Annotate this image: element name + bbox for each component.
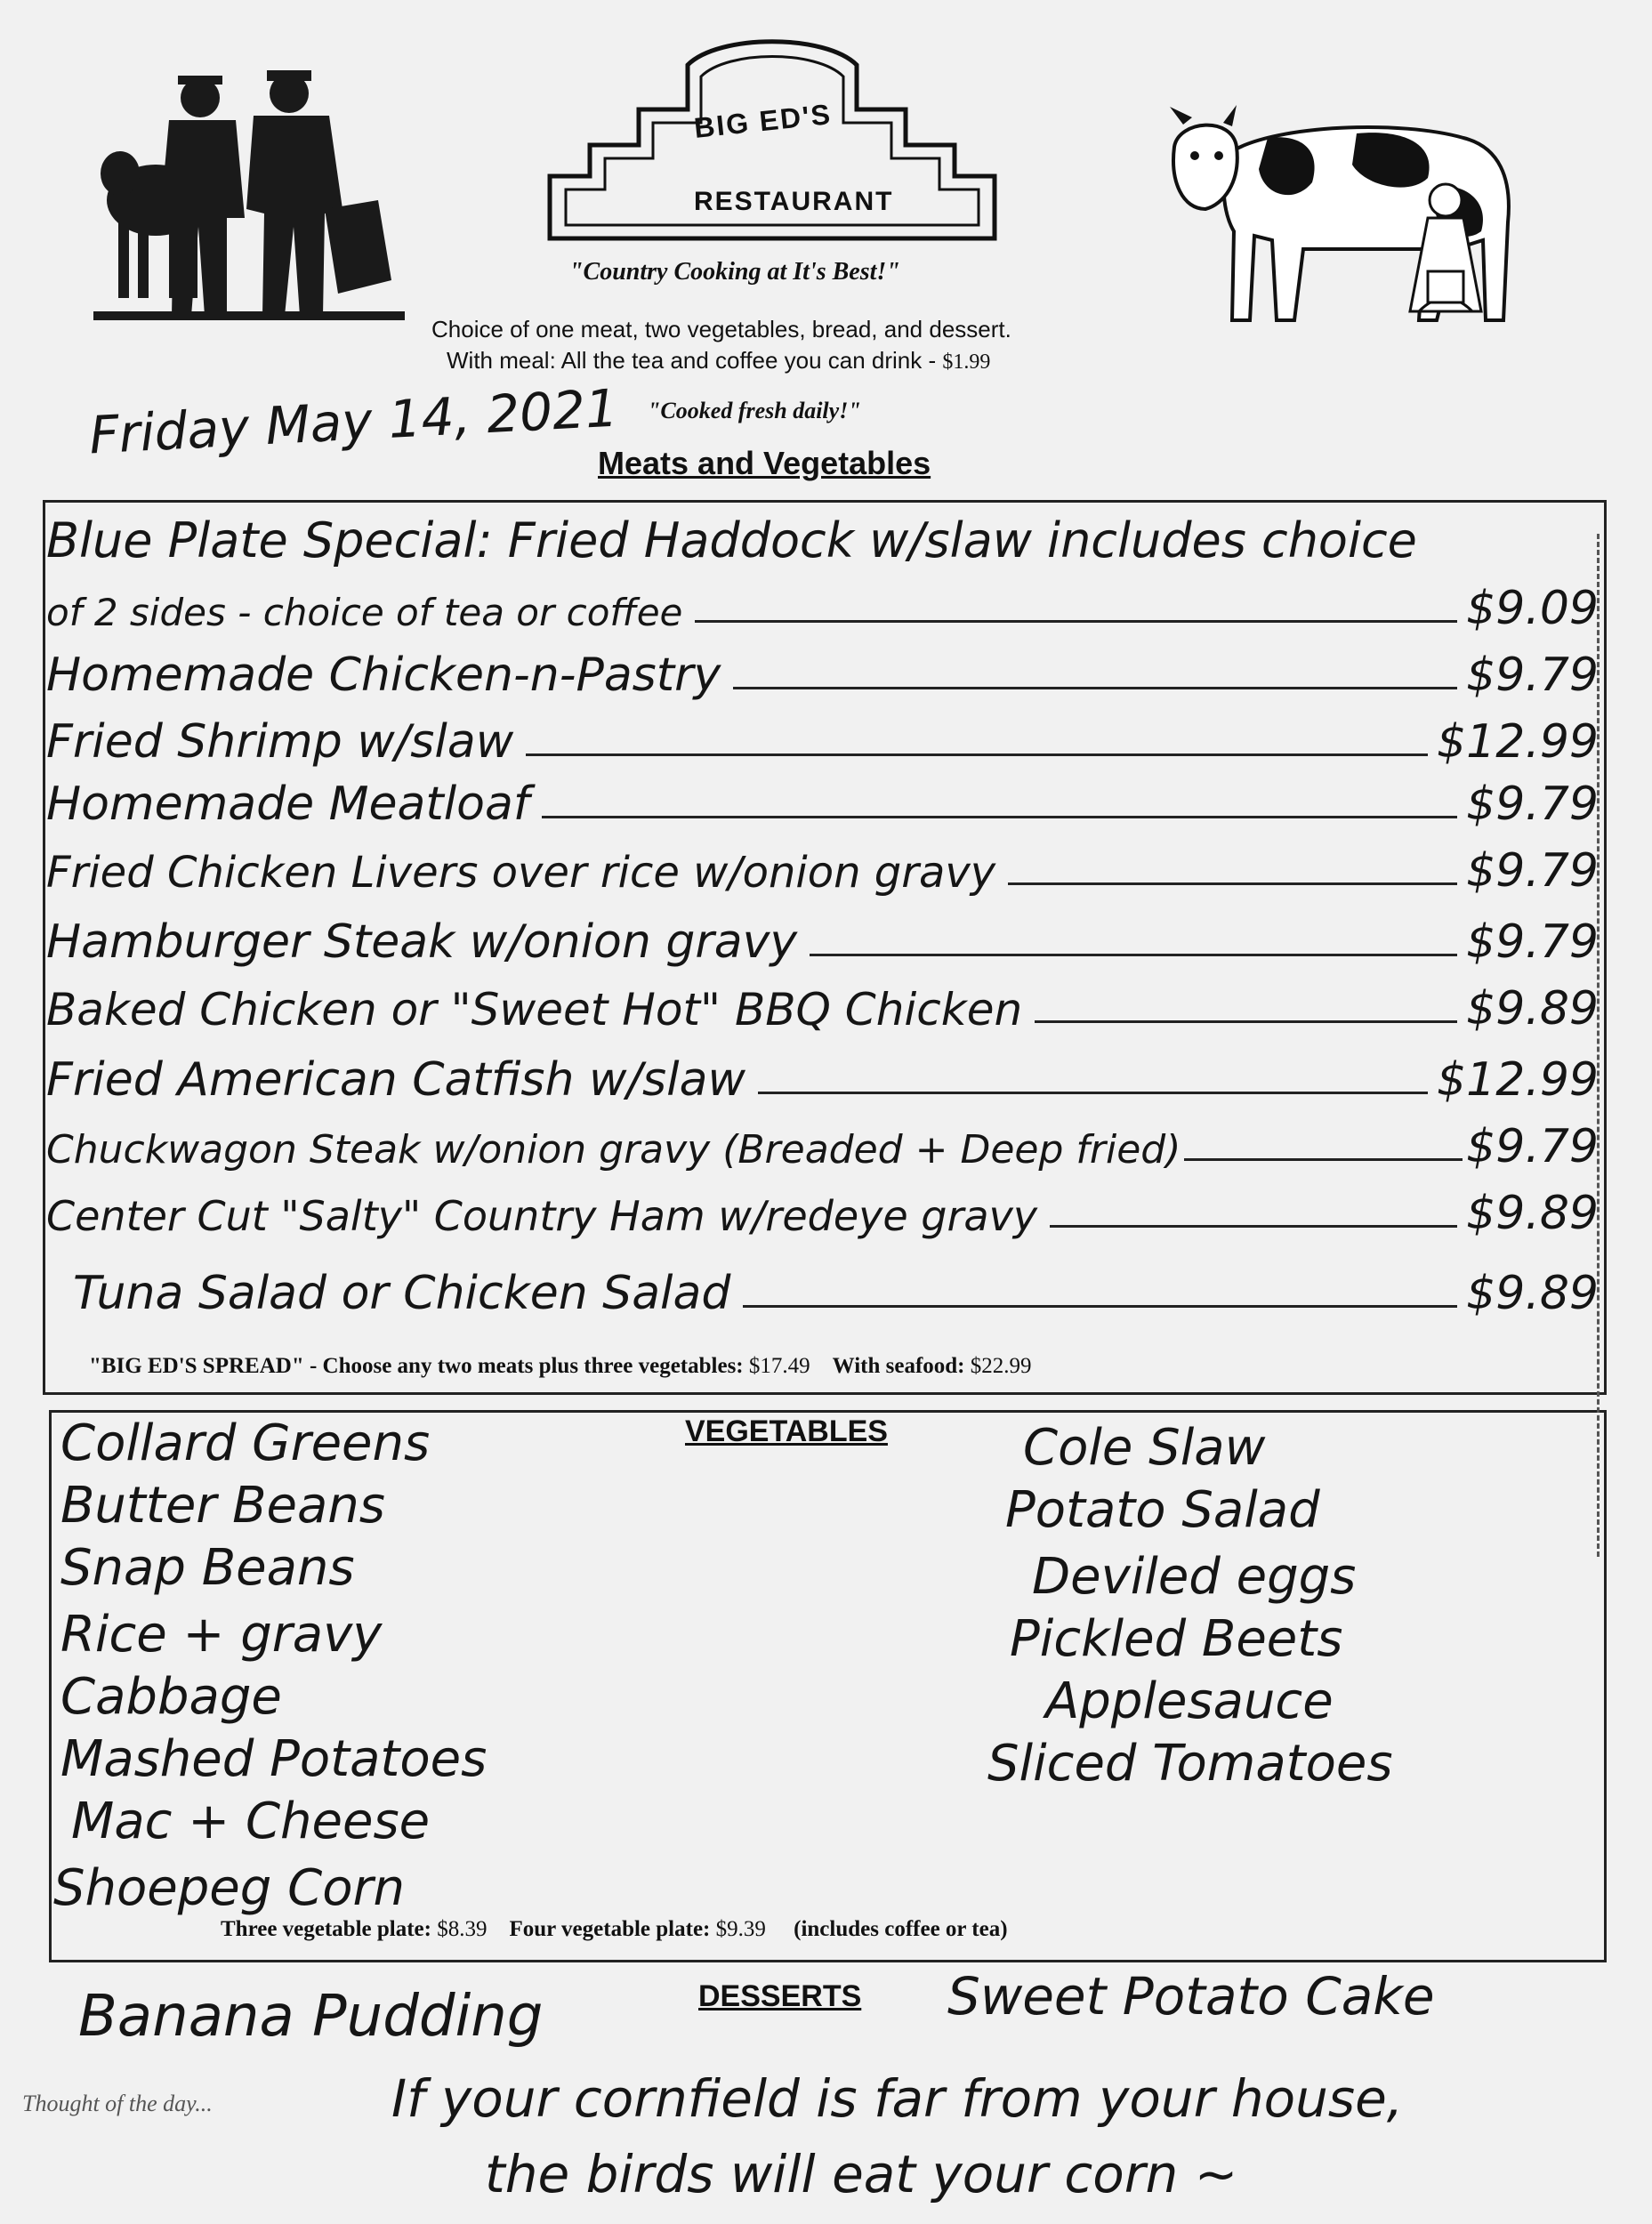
- meat-item: [46, 970, 1599, 1035]
- three-veg-price: $8.39: [437, 1917, 488, 1941]
- thought-line1: If your cornfield is far from your house,: [391, 2068, 1404, 2129]
- dessert-item: Banana Pudding: [78, 1984, 544, 2050]
- vegetable-item: Shoepeg Corn: [53, 1859, 405, 1917]
- meat-item: [46, 1108, 1599, 1173]
- spread-price: $17.49: [748, 1354, 810, 1378]
- leader-line: [758, 1092, 1428, 1094]
- vegetable-plate-prices: [221, 1917, 1008, 1942]
- meat-item: [46, 1041, 1599, 1107]
- meat-price: $9.89: [1466, 982, 1599, 1035]
- meat-item: [46, 636, 1599, 702]
- leader-line: [743, 1305, 1457, 1308]
- leader-line: [695, 620, 1457, 623]
- meat-item: [46, 903, 1599, 969]
- meat-name: of 2 sides - choice of tea or coffee: [46, 591, 683, 634]
- meat-price: $9.79: [1466, 649, 1599, 702]
- leader-line: [1050, 1225, 1457, 1228]
- seafood-price: $22.99: [970, 1354, 1032, 1378]
- meat-name: Chuckwagon Steak w/onion gravy (Breaded + Deep fried): [46, 1127, 1181, 1172]
- meal-info-line2: [447, 347, 990, 375]
- vegetable-item: Cabbage: [60, 1668, 282, 1726]
- meat-price: $9.89: [1466, 1267, 1599, 1320]
- meat-name: Homemade Chicken-n-Pastry: [46, 649, 721, 702]
- meat-price: $9.09: [1466, 582, 1599, 635]
- meat-item: [46, 1254, 1599, 1320]
- meat-name: Homemade Meatloaf: [46, 778, 530, 831]
- thought-label: Thought of the day...: [22, 2091, 213, 2116]
- meat-price: $9.89: [1466, 1187, 1599, 1240]
- logo-title: BIG ED'S: [692, 97, 834, 145]
- meat-item: [46, 765, 1599, 831]
- tagline: "Country Cooking at It's Best!": [569, 258, 900, 286]
- leader-line: [1184, 1158, 1463, 1161]
- cow-milkmaid-icon: [1170, 98, 1535, 338]
- dessert-item: Sweet Potato Cake: [947, 1966, 1435, 2027]
- meat-price: $12.99: [1437, 715, 1599, 769]
- spread-label: "BIG ED'S SPREAD" - Choose any two meats plus three vegetables:: [89, 1354, 744, 1378]
- seafood-label: With seafood:: [832, 1354, 965, 1378]
- leader-line: [1035, 1020, 1457, 1023]
- vegetable-item: Potato Salad: [1005, 1481, 1320, 1539]
- meat-item: [46, 703, 1599, 769]
- vegetable-item: Mac + Cheese: [71, 1793, 431, 1850]
- thought-line2: the birds will eat your corn ~: [485, 2144, 1238, 2204]
- meat-price: $9.79: [1466, 844, 1599, 898]
- meat-item: [46, 832, 1599, 898]
- meat-price: $9.79: [1466, 778, 1599, 831]
- meat-name: Blue Plate Special: Fried Haddock w/slaw includes choice: [46, 512, 1417, 568]
- meat-name: Hamburger Steak w/onion gravy: [46, 915, 798, 969]
- three-veg-label: Three vegetable plate:: [221, 1917, 431, 1941]
- meat-name: Fried Shrimp w/slaw: [46, 715, 514, 769]
- vegetable-item: Cole Slaw: [1023, 1419, 1266, 1477]
- leader-line: [810, 954, 1457, 956]
- meat-name: Fried Chicken Livers over rice w/onion gravy: [46, 848, 996, 898]
- meat-item: [46, 569, 1599, 635]
- vegetable-item: Butter Beans: [60, 1477, 385, 1535]
- meat-name: Baked Chicken or "Sweet Hot" BBQ Chicken: [46, 984, 1023, 1035]
- menu-date: Friday May 14, 2021: [87, 377, 620, 466]
- four-veg-label: Four vegetable plate:: [509, 1917, 711, 1941]
- big-eds-spread: [89, 1354, 1032, 1379]
- meat-item: [46, 503, 1599, 568]
- drink-text: With meal: All the tea and coffee you can drink -: [447, 347, 937, 374]
- meat-price: $12.99: [1437, 1053, 1599, 1107]
- vegetable-item: Collard Greens: [60, 1414, 431, 1472]
- vegetable-item: Sliced Tomatoes: [987, 1735, 1393, 1793]
- vegetable-item: Deviled eggs: [1032, 1548, 1357, 1606]
- vegetable-item: Snap Beans: [60, 1539, 355, 1597]
- meat-price: $9.79: [1466, 1120, 1599, 1173]
- leader-line: [733, 687, 1457, 689]
- four-veg-price: $9.39: [715, 1917, 766, 1941]
- edge-dash-line: [1597, 534, 1600, 1557]
- vegetable-item: Mashed Potatoes: [60, 1730, 488, 1788]
- desserts-heading: DESSERTS: [698, 1979, 862, 2013]
- includes-note: (includes coffee or tea): [794, 1917, 1008, 1941]
- meat-name: Tuna Salad or Chicken Salad: [73, 1267, 731, 1320]
- meat-name: Center Cut "Salty" Country Ham w/redeye gravy: [46, 1192, 1038, 1240]
- farmers-silhouette-icon: [93, 58, 405, 325]
- meat-name: Fried American Catfish w/slaw: [46, 1053, 745, 1107]
- vegetable-item: Applesauce: [1045, 1672, 1334, 1730]
- leader-line: [1008, 882, 1457, 885]
- meat-price: $9.79: [1466, 915, 1599, 969]
- vegetables-heading: VEGETABLES: [685, 1414, 888, 1448]
- cooked-fresh-note: "Cooked fresh daily!": [648, 398, 861, 423]
- vegetable-item: Rice + gravy: [60, 1606, 383, 1664]
- leader-line: [526, 753, 1428, 756]
- meat-item: [46, 1174, 1599, 1240]
- drink-price: $1.99: [942, 351, 991, 374]
- vegetable-item: Pickled Beets: [1010, 1610, 1343, 1668]
- meats-heading: Meats and Vegetables: [598, 445, 931, 481]
- logo-subtitle: RESTAURANT: [694, 187, 894, 216]
- meal-info-line1: Choice of one meat, two vegetables, bread, and dessert.: [431, 316, 1011, 342]
- leader-line: [542, 816, 1457, 818]
